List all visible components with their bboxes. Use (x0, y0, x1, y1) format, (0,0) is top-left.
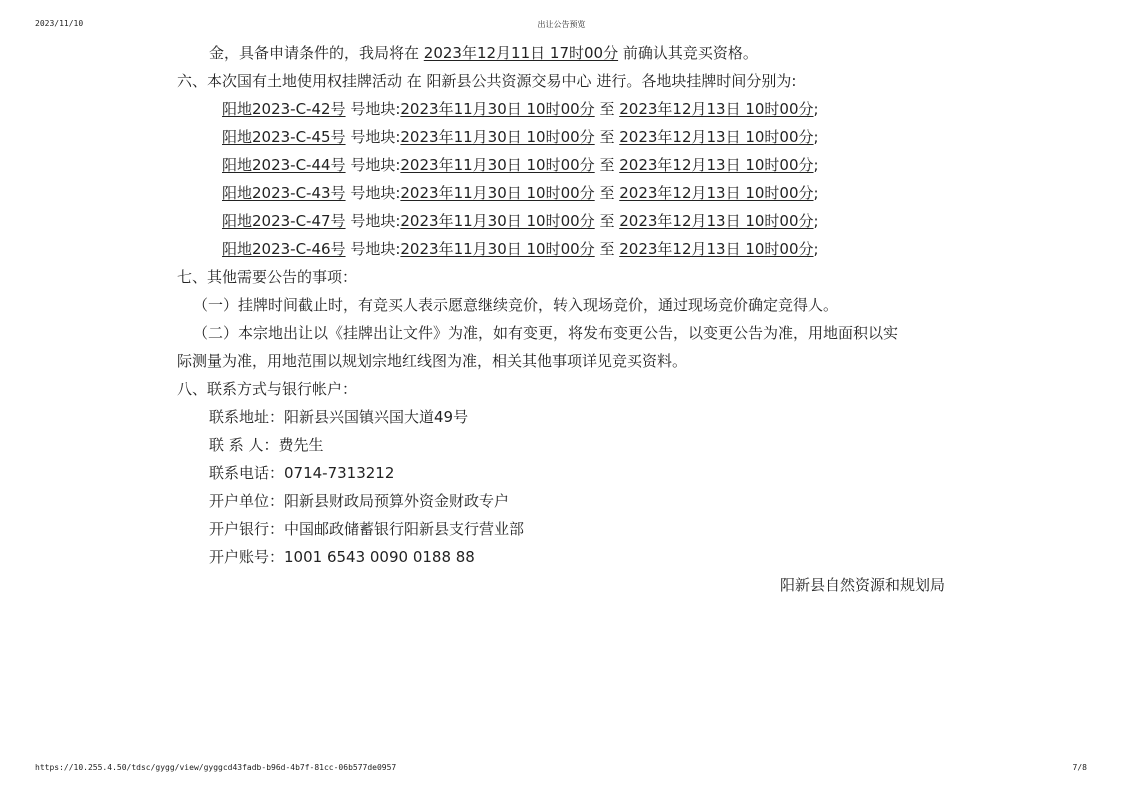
text-sep: 至 (594, 184, 620, 202)
contact-address: 联系地址：阳新县兴国镇兴国大道49号 (209, 408, 469, 426)
start-time: 2023年11月30日 10时00分 (400, 212, 595, 230)
end-time: 2023年12月13日 10时00分 (619, 212, 814, 230)
issuer-signature: 阳新县自然资源和规划局 (779, 576, 945, 594)
text-prefix: 金，具备申请条件的，我局将在 (209, 44, 424, 62)
qualification-deadline: 2023年12月11日 17时00分 (423, 44, 619, 62)
contact-person: 联 系 人：费先生 (209, 436, 324, 454)
end-time: 2023年12月13日 10时00分 (619, 128, 814, 146)
text-suffix: 前确认其竞买资格。 (618, 44, 758, 62)
start-time: 2023年11月30日 10时00分 (400, 100, 595, 118)
section-6-heading (177, 72, 796, 90)
parcel-id: 阳地2023-C-45号 (222, 128, 346, 146)
text-sep: 至 (594, 212, 620, 230)
text-sep: 号地块: (345, 100, 401, 118)
start-time: 2023年11月30日 10时00分 (400, 156, 595, 174)
text-sep: ; (813, 128, 819, 146)
section-7-item-2-line-1: （二）本宗地出让以《挂牌出让文件》为准，如有变更，将发布变更公告，以变更公告为准，用地面积以实 (193, 324, 899, 342)
parcel-id: 阳地2023-C-46号 (222, 240, 346, 258)
text-sep: 号地块: (345, 184, 401, 202)
text-sep: ; (813, 184, 819, 202)
text-sep: 至 (594, 100, 620, 118)
text-suffix: 进行。各地块挂牌时间分别为: (591, 72, 797, 90)
account-number: 开户账号：1001 6543 0090 0188 88 (209, 548, 475, 566)
paragraph-continuation (209, 44, 758, 62)
account-unit: 开户单位：阳新县财政局预算外资金财政专户 (209, 492, 510, 510)
schedule-row (222, 212, 819, 230)
page-url: https://10.255.4.50/tdsc/gygg/view/gyggcd43fadb-b96d-4b7f-81cc-06b577de0957 (35, 763, 397, 772)
schedule-row (222, 128, 819, 146)
text-sep: 号地块: (345, 240, 401, 258)
section-7-heading: 七、其他需要公告的事项： (177, 268, 358, 286)
text-sep: 至 (594, 128, 620, 146)
text-sep: ; (813, 156, 819, 174)
account-bank: 开户银行：中国邮政储蓄银行阳新县支行营业部 (209, 520, 525, 538)
text-prefix: 六、本次国有土地使用权挂牌活动 在 (177, 72, 427, 90)
text-sep: 号地块: (345, 156, 401, 174)
parcel-id: 阳地2023-C-43号 (222, 184, 346, 202)
start-time: 2023年11月30日 10时00分 (400, 128, 595, 146)
print-title: 出让公告预览 (537, 20, 586, 29)
schedule-row (222, 240, 819, 258)
text-sep: 至 (594, 240, 620, 258)
text-sep: ; (813, 240, 819, 258)
schedule-row (222, 156, 819, 174)
page-number: 7/8 (1072, 763, 1087, 772)
text-sep: 至 (594, 156, 620, 174)
text-sep: 号地块: (345, 212, 401, 230)
start-time: 2023年11月30日 10时00分 (400, 184, 595, 202)
print-date: 2023/11/10 (35, 19, 84, 28)
section-7-item-1: （一）挂牌时间截止时，有竞买人表示愿意继续竞价，转入现场竞价，通过现场竞价确定竞得人。 (193, 296, 839, 314)
section-8-heading: 八、联系方式与银行帐户： (177, 380, 358, 398)
section-7-item-2-line-2: 际测量为准，用地范围以规划宗地红线图为准，相关其他事项详见竞买资料。 (177, 352, 688, 370)
contact-phone: 联系电话：0714-7313212 (209, 464, 395, 482)
schedule-row (222, 100, 819, 118)
text-sep: 号地块: (345, 128, 401, 146)
venue: 阳新县公共资源交易中心 (426, 72, 592, 90)
parcel-id: 阳地2023-C-42号 (222, 100, 346, 118)
end-time: 2023年12月13日 10时00分 (619, 156, 814, 174)
end-time: 2023年12月13日 10时00分 (619, 100, 814, 118)
end-time: 2023年12月13日 10时00分 (619, 240, 814, 258)
schedule-row (222, 184, 819, 202)
text-sep: ; (813, 100, 819, 118)
start-time: 2023年11月30日 10时00分 (400, 240, 595, 258)
parcel-id: 阳地2023-C-47号 (222, 212, 346, 230)
text-sep: ; (813, 212, 819, 230)
end-time: 2023年12月13日 10时00分 (619, 184, 814, 202)
parcel-id: 阳地2023-C-44号 (222, 156, 346, 174)
